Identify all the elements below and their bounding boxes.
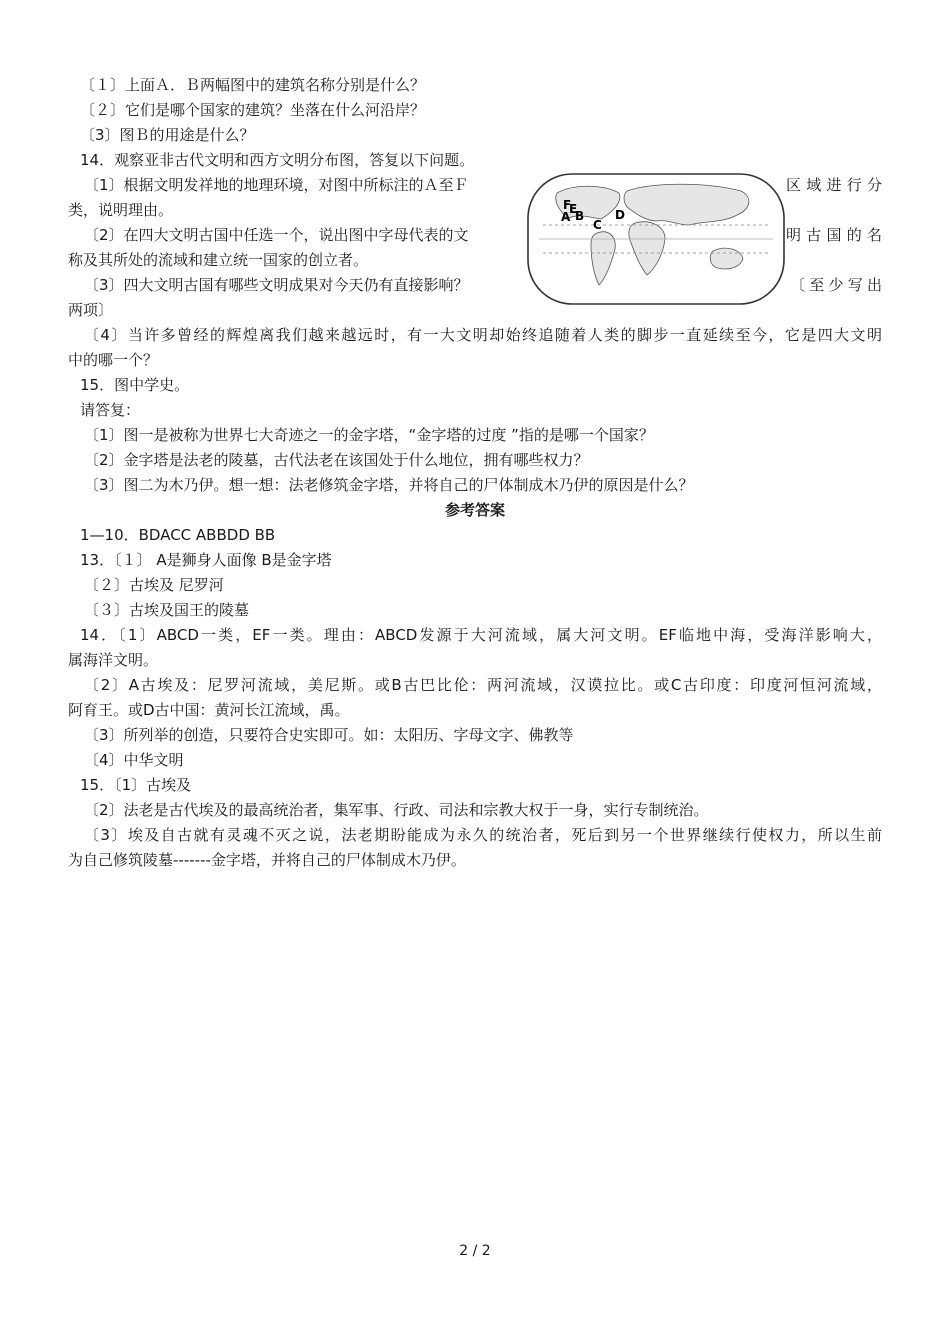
q14-part2-right: 明古国的名 bbox=[786, 226, 882, 244]
q15-part1: 〔1〕图一是被称为世界七大奇迹之一的金字塔，“金字塔的过度 ”指的是哪一个国家？ bbox=[84, 426, 654, 444]
map-label-d: D bbox=[615, 208, 625, 222]
answer-15-2: 〔2〕法老是古代埃及的最高统治者，集军事、行政、司法和宗教大权于一身，实行专制统治。 bbox=[84, 801, 709, 819]
answer-13-3: 〔３〕古埃及国王的陵墓 bbox=[84, 601, 250, 619]
answer-14-2-line2: 阿育王。或D古中国：黄河长江流域，禹。 bbox=[68, 701, 350, 719]
q14-part2-cont: 称及其所处的流域和建立统一国家的创立者。 bbox=[68, 251, 369, 269]
q14-part4-line2: 中的哪一个？ bbox=[68, 351, 159, 369]
page-number: 2 / 2 bbox=[459, 1243, 491, 1259]
map-label-e: E bbox=[569, 202, 578, 216]
q14-part1-left: 〔1〕根据文明发祥地的地理环境，对图中所标注的Ａ至Ｆ bbox=[84, 176, 469, 194]
q13-part2: 〔２〕它们是哪个国家的建筑？坐落在什么河沿岸？ bbox=[80, 101, 426, 119]
answer-14-3: 〔3〕所列举的创造，只要符合史实即可。如：太阳历、字母文字、佛教等 bbox=[84, 726, 574, 744]
answer-14-1-line1: 14．〔1〕ABCD一类，EF一类。理由：ABCD发源于大河流域，属大河文明。EF临地中海，受海洋影响大， bbox=[80, 626, 882, 644]
q14-part3-right: 〔至少写出 bbox=[790, 276, 882, 294]
q14-part1-cont: 类，说明理由。 bbox=[68, 201, 174, 219]
q15-stem: 15．图中学史。 bbox=[80, 376, 190, 394]
answer-15-3-line2: 为自己修筑陵墓-------金字塔，并将自己的尸体制成木乃伊。 bbox=[68, 851, 466, 869]
answer-15-3-line1: 〔3〕埃及自古就有灵魂不灭之说，法老期盼能成为永久的统治者，死后到另一个世界继续行使权力，所以生前 bbox=[84, 826, 882, 844]
answer-13-2: 〔２〕古埃及 尼罗河 bbox=[84, 576, 224, 594]
q14-part3-left: 〔3〕四大文明古国有哪些文明成果对今天仍有直接影响？ bbox=[84, 276, 469, 294]
q14-part1-right: 区域进行分 bbox=[786, 176, 882, 194]
answer-14-1-line2: 属海洋文明。 bbox=[68, 651, 159, 669]
answer-1-10: 1—10．BDACC ABBDD BB bbox=[80, 526, 276, 544]
q14-stem: 14．观察亚非古代文明和西方文明分布图，答复以下问题。 bbox=[80, 151, 475, 169]
q15-part2: 〔2〕金字塔是法老的陵墓，古代法老在该国处于什么地位，拥有哪些权力？ bbox=[84, 451, 589, 469]
answer-15-1: 15．〔1〕古埃及 bbox=[80, 776, 192, 794]
q13-part1: 〔１〕上面Ａ．Ｂ两幅图中的建筑名称分别是什么？ bbox=[80, 76, 426, 94]
q15-prompt: 请答复： bbox=[80, 401, 141, 419]
map-label-f: F bbox=[563, 198, 572, 212]
answers-heading: 参考答案 bbox=[444, 501, 505, 519]
answer-13-1: 13．〔１〕 A是狮身人面像 B是金字塔 bbox=[80, 551, 332, 569]
q14-part3-cont: 两项〕 bbox=[68, 301, 114, 319]
q15-part3: 〔3〕图二为木乃伊。想一想：法老修筑金字塔，并将自己的尸体制成木乃伊的原因是什么？ bbox=[84, 476, 694, 494]
answer-14-2-line1: 〔2〕A古埃及：尼罗河流域，美尼斯。或B古巴比伦：两河流域，汉谟拉比。或C古印度：印度河恒河流域， bbox=[84, 676, 882, 694]
q13-part3: 〔3〕图Ｂ的用途是什么？ bbox=[80, 126, 255, 144]
map-label-b: B bbox=[575, 209, 585, 223]
answer-14-4: 〔4〕中华文明 bbox=[84, 751, 184, 769]
q14-part4-line1: 〔4〕当许多曾经的辉煌离我们越来越远时，有一大文明却始终追随着人类的脚步一直延续至今，它是四大文明 bbox=[84, 326, 882, 344]
q14-part2-left: 〔2〕在四大文明古国中任选一个，说出图中字母代表的文 bbox=[84, 226, 469, 244]
map-label-c: C bbox=[593, 218, 602, 232]
map-label-a: A bbox=[561, 210, 571, 224]
world-map-figure bbox=[527, 173, 785, 305]
